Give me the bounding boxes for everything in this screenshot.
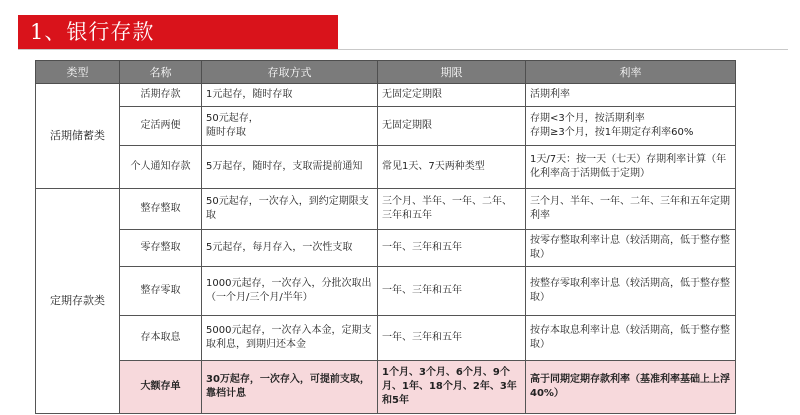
table-row xyxy=(36,107,736,146)
rate-cell: 按零存整取利率计息（较活期高，低于整存整取） xyxy=(526,230,736,267)
method-cell: 1元起存，随时存取 xyxy=(202,84,378,107)
name-cell: 整存零取 xyxy=(120,267,202,316)
rate-cell: 存期<3个月，按活期利率 存期≥3个月，按1年期定存利率60% xyxy=(526,107,736,146)
term-cell: 常见1天、7天两种类型 xyxy=(378,146,526,189)
method-cell: 50元起存， 随时存取 xyxy=(202,107,378,146)
deposit-table xyxy=(35,60,736,414)
term-cell: 一年、三年和五年 xyxy=(378,230,526,267)
name-cell: 存本取息 xyxy=(120,316,202,361)
type-cell: 定期存款类 xyxy=(36,189,120,414)
rate-cell: 按存本取息利率计息（较活期高，低于整存整取） xyxy=(526,316,736,361)
rate-cell: 1天/7天：按一天（七天）存期利率计算（年化利率高于活期低于定期） xyxy=(526,146,736,189)
header-term: 期限 xyxy=(378,61,526,84)
header-rate: 利率 xyxy=(526,61,736,84)
table-header-row xyxy=(36,61,736,84)
name-cell: 活期存款 xyxy=(120,84,202,107)
method-cell: 5元起存，每月存入，一次性支取 xyxy=(202,230,378,267)
name-cell: 个人通知存款 xyxy=(120,146,202,189)
method-cell: 5000元起存，一次存入本金，定期支取利息，到期归还本金 xyxy=(202,316,378,361)
term-cell: 无固定定期限 xyxy=(378,84,526,107)
table-row xyxy=(36,230,736,267)
rate-cell: 高于同期定期存款利率（基准利率基础上上浮40%） xyxy=(526,361,736,414)
term-cell: 三个月、半年、一年、二年、三年和五年 xyxy=(378,189,526,230)
term-cell: 一年、三年和五年 xyxy=(378,316,526,361)
method-cell: 50元起存，一次存入，到约定期限支取 xyxy=(202,189,378,230)
name-cell: 大额存单 xyxy=(120,361,202,414)
method-cell: 30万起存，一次存入，可提前支取，靠档计息 xyxy=(202,361,378,414)
header-type: 类型 xyxy=(36,61,120,84)
rate-cell: 按整存零取利率计息（较活期高，低于整存整取） xyxy=(526,267,736,316)
table-row xyxy=(36,189,736,230)
table-row xyxy=(36,267,736,316)
table-row-highlighted xyxy=(36,361,736,414)
name-cell: 整存整取 xyxy=(120,189,202,230)
table-row xyxy=(36,316,736,361)
title-divider xyxy=(18,49,788,50)
term-cell: 一年、三年和五年 xyxy=(378,267,526,316)
term-cell: 无固定期限 xyxy=(378,107,526,146)
header-method: 存取方式 xyxy=(202,61,378,84)
table-row xyxy=(36,84,736,107)
method-cell: 1000元起存，一次存入，分批次取出（一个月/三个月/半年） xyxy=(202,267,378,316)
rate-cell: 活期利率 xyxy=(526,84,736,107)
page-title: 1、银行存款 xyxy=(18,15,338,49)
type-cell: 活期储蓄类 xyxy=(36,84,120,189)
term-cell: 1个月、3个月、6个月、9个月、1年、18个月、2年、3年和5年 xyxy=(378,361,526,414)
header-name: 名称 xyxy=(120,61,202,84)
name-cell: 零存整取 xyxy=(120,230,202,267)
method-cell: 5万起存，随时存，支取需提前通知 xyxy=(202,146,378,189)
name-cell: 定活两便 xyxy=(120,107,202,146)
table-row xyxy=(36,146,736,189)
rate-cell: 三个月、半年、一年、二年、三年和五年定期利率 xyxy=(526,189,736,230)
